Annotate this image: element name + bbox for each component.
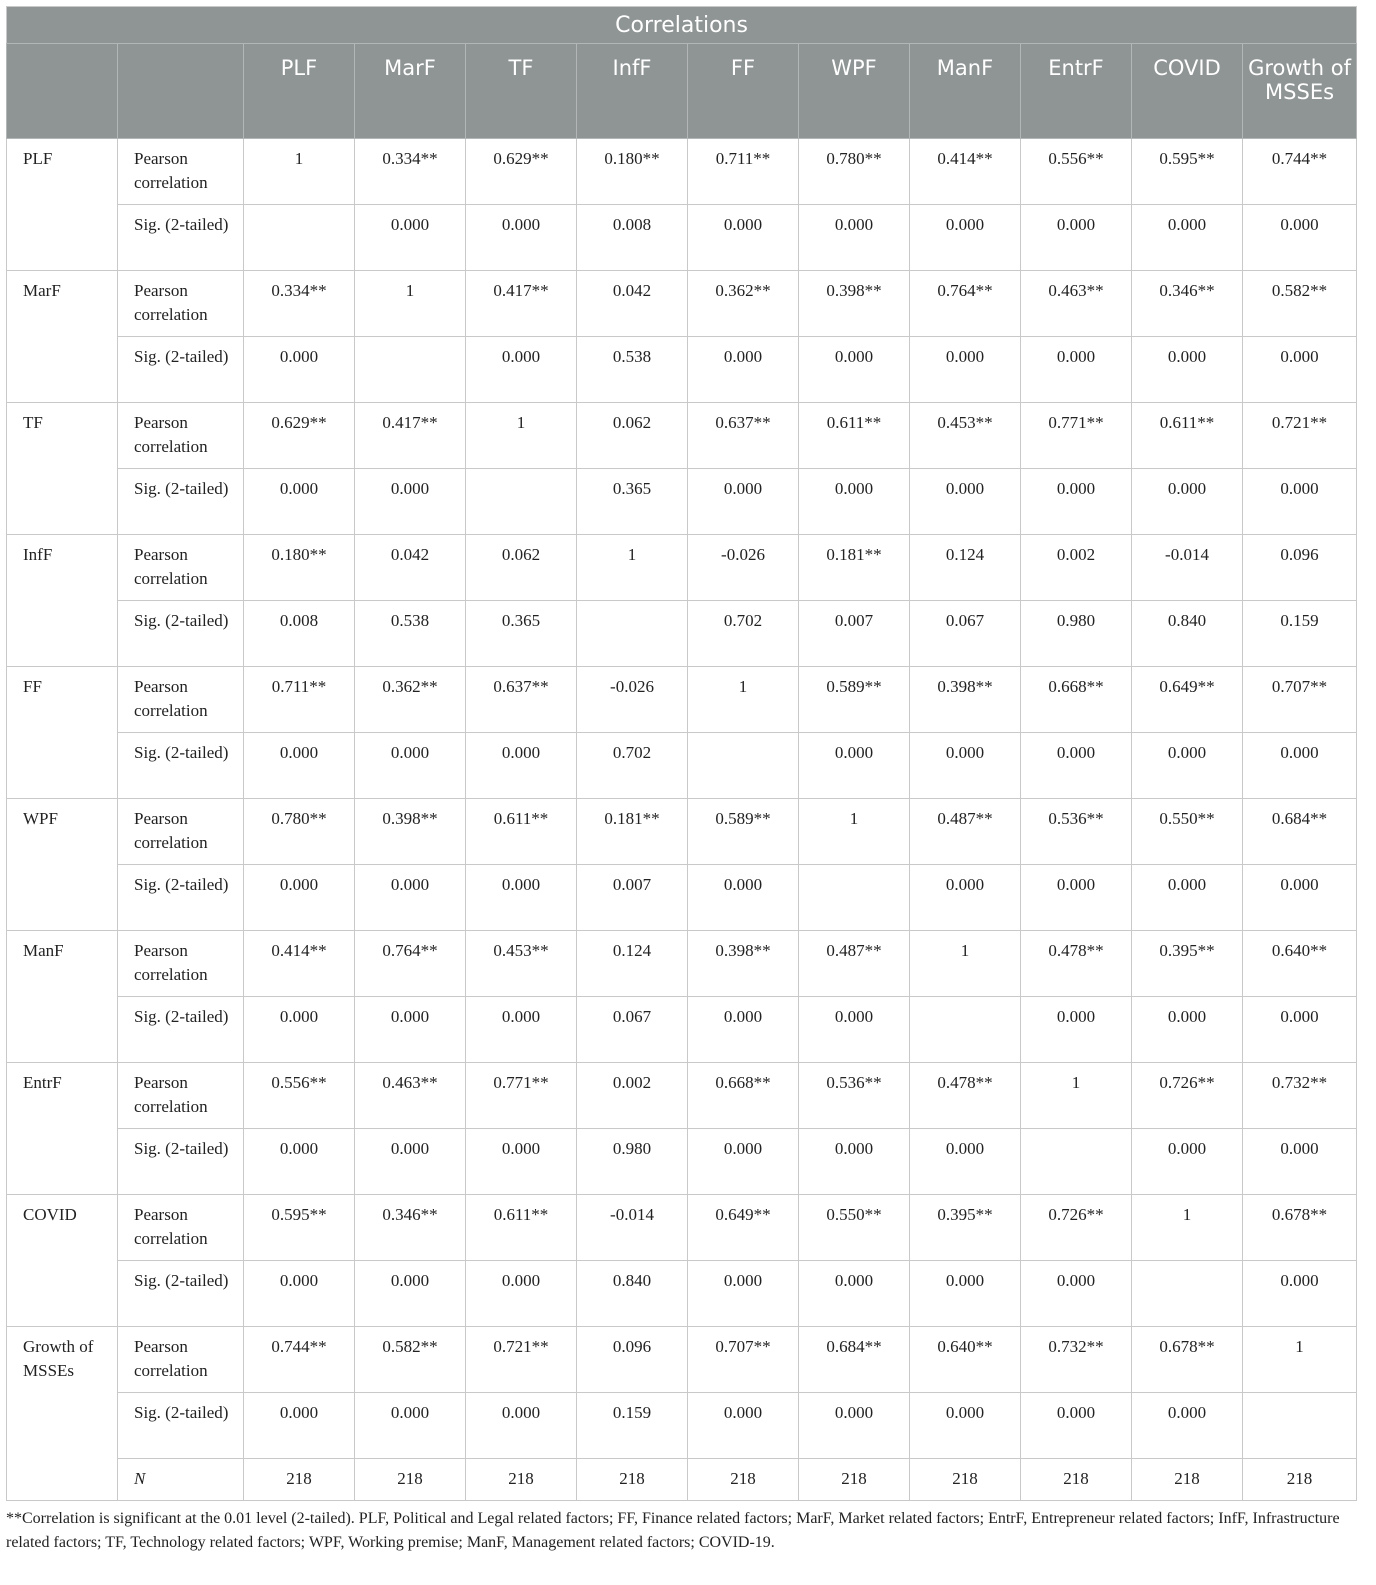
sig-cell: 0.000 [1132, 205, 1243, 271]
pearson-cell: 0.062 [466, 535, 577, 601]
sig-cell: 0.000 [1021, 733, 1132, 799]
pearson-cell: 0.346** [1132, 271, 1243, 337]
pearson-cell: 0.678** [1132, 1327, 1243, 1393]
pearson-cell: 0.550** [1132, 799, 1243, 865]
n-cell: 218 [910, 1459, 1021, 1501]
sig-cell [1243, 1393, 1357, 1459]
stat-label-sig: Sig. (2-tailed) [118, 205, 244, 271]
sig-cell [910, 997, 1021, 1063]
pearson-cell: 0.640** [910, 1327, 1021, 1393]
row-label: EntrF [7, 1063, 118, 1195]
row-label: WPF [7, 799, 118, 931]
pearson-cell: 0.707** [1243, 667, 1357, 733]
sig-cell: 0.000 [1243, 865, 1357, 931]
pearson-cell: 0.096 [577, 1327, 688, 1393]
sig-cell: 0.000 [355, 733, 466, 799]
pearson-cell: 1 [466, 403, 577, 469]
pearson-cell: 1 [910, 931, 1021, 997]
n-cell: 218 [355, 1459, 466, 1501]
sig-cell: 0.840 [577, 1261, 688, 1327]
pearson-cell: -0.026 [577, 667, 688, 733]
row-label: FF [7, 667, 118, 799]
pearson-cell: 0.180** [577, 139, 688, 205]
sig-cell: 0.000 [799, 733, 910, 799]
sig-cell: 0.000 [244, 1261, 355, 1327]
pearson-cell: 1 [577, 535, 688, 601]
pearson-cell: 0.487** [910, 799, 1021, 865]
column-header: TF [466, 44, 577, 139]
stat-label-pearson: Pearson correlation [118, 799, 244, 865]
sig-cell: 0.000 [688, 1261, 799, 1327]
pearson-cell: 0.611** [466, 799, 577, 865]
pearson-cell: 0.395** [1132, 931, 1243, 997]
pearson-cell: 0.417** [355, 403, 466, 469]
table-row-pearson [7, 1327, 1357, 1393]
pearson-cell: 0.589** [688, 799, 799, 865]
pearson-cell: 1 [1021, 1063, 1132, 1129]
sig-cell: 0.000 [1021, 337, 1132, 403]
table-row-pearson [7, 667, 1357, 733]
sig-cell [355, 337, 466, 403]
sig-cell: 0.000 [1132, 1393, 1243, 1459]
pearson-cell: 0.711** [688, 139, 799, 205]
sig-cell: 0.000 [688, 1129, 799, 1195]
pearson-cell: 0.362** [688, 271, 799, 337]
sig-cell: 0.000 [355, 1129, 466, 1195]
pearson-cell: 0.764** [355, 931, 466, 997]
column-header: InfF [577, 44, 688, 139]
pearson-cell: 0.417** [466, 271, 577, 337]
sig-cell: 0.000 [244, 1393, 355, 1459]
pearson-cell: 0.684** [799, 1327, 910, 1393]
pearson-cell: 0.414** [244, 931, 355, 997]
sig-cell: 0.000 [688, 205, 799, 271]
pearson-cell: 0.732** [1021, 1327, 1132, 1393]
pearson-cell: 0.453** [466, 931, 577, 997]
column-header: ManF [910, 44, 1021, 139]
stat-label-sig: Sig. (2-tailed) [118, 865, 244, 931]
table-row-pearson [7, 931, 1357, 997]
stat-label-pearson: Pearson correlation [118, 1195, 244, 1261]
sig-cell: 0.000 [1243, 997, 1357, 1063]
sig-cell: 0.000 [244, 733, 355, 799]
pearson-cell: 1 [1132, 1195, 1243, 1261]
stat-label-n: N [118, 1459, 244, 1501]
sig-cell: 0.000 [355, 1261, 466, 1327]
pearson-cell: 0.042 [577, 271, 688, 337]
pearson-cell: 0.395** [910, 1195, 1021, 1261]
sig-cell: 0.159 [577, 1393, 688, 1459]
column-header: MarF [355, 44, 466, 139]
sig-cell: 0.000 [910, 337, 1021, 403]
table-row-sig [7, 205, 1357, 271]
sig-cell [577, 601, 688, 667]
column-header: WPF [799, 44, 910, 139]
stat-label-pearson: Pearson correlation [118, 931, 244, 997]
table-title: Correlations [7, 7, 1357, 44]
sig-cell [466, 469, 577, 535]
pearson-cell: 0.096 [1243, 535, 1357, 601]
stat-label-sig: Sig. (2-tailed) [118, 733, 244, 799]
table-row-sig [7, 337, 1357, 403]
pearson-cell: 0.684** [1243, 799, 1357, 865]
sig-cell: 0.538 [577, 337, 688, 403]
sig-cell: 0.000 [1243, 337, 1357, 403]
pearson-cell: 1 [688, 667, 799, 733]
sig-cell: 0.000 [355, 1393, 466, 1459]
sig-cell: 0.000 [466, 1393, 577, 1459]
pearson-cell: 0.487** [799, 931, 910, 997]
header-row [7, 44, 1357, 139]
pearson-cell: 0.334** [355, 139, 466, 205]
sig-cell: 0.000 [244, 337, 355, 403]
stat-label-sig: Sig. (2-tailed) [118, 601, 244, 667]
sig-cell: 0.000 [466, 1129, 577, 1195]
pearson-cell: 0.062 [577, 403, 688, 469]
sig-cell: 0.000 [1243, 205, 1357, 271]
correlation-table-container [6, 6, 1356, 1555]
sig-cell [244, 205, 355, 271]
sig-cell: 0.000 [1021, 469, 1132, 535]
sig-cell: 0.980 [1021, 601, 1132, 667]
pearson-cell: 0.668** [1021, 667, 1132, 733]
pearson-cell: 0.124 [910, 535, 1021, 601]
n-cell: 218 [1021, 1459, 1132, 1501]
table-row-sig [7, 733, 1357, 799]
sig-cell [799, 865, 910, 931]
n-cell: 218 [244, 1459, 355, 1501]
stat-label-pearson: Pearson correlation [118, 403, 244, 469]
pearson-cell: 0.678** [1243, 1195, 1357, 1261]
pearson-cell: 0.629** [466, 139, 577, 205]
sig-cell: 0.365 [577, 469, 688, 535]
table-row-sig [7, 997, 1357, 1063]
pearson-cell: 0.536** [1021, 799, 1132, 865]
pearson-cell: 0.414** [910, 139, 1021, 205]
table-body [7, 139, 1357, 1501]
pearson-cell: 0.398** [799, 271, 910, 337]
table-row-pearson [7, 799, 1357, 865]
table-row-pearson [7, 403, 1357, 469]
row-label: Growth of MSSEs [7, 1327, 118, 1501]
pearson-cell: 0.744** [244, 1327, 355, 1393]
sig-cell: 0.000 [910, 205, 1021, 271]
pearson-cell: 0.002 [1021, 535, 1132, 601]
table-row-sig [7, 469, 1357, 535]
row-label: COVID [7, 1195, 118, 1327]
sig-cell: 0.000 [244, 997, 355, 1063]
pearson-cell: 0.556** [244, 1063, 355, 1129]
stat-label-pearson: Pearson correlation [118, 667, 244, 733]
column-header: Growth of MSSEs [1243, 44, 1357, 139]
sig-cell: 0.000 [910, 1393, 1021, 1459]
row-label: PLF [7, 139, 118, 271]
sig-cell: 0.000 [910, 1129, 1021, 1195]
sig-cell: 0.000 [1132, 337, 1243, 403]
sig-cell: 0.000 [1021, 997, 1132, 1063]
table-row-sig [7, 601, 1357, 667]
pearson-cell: 0.721** [466, 1327, 577, 1393]
pearson-cell: 0.556** [1021, 139, 1132, 205]
sig-cell: 0.000 [799, 1129, 910, 1195]
pearson-cell: 0.649** [688, 1195, 799, 1261]
pearson-cell: 0.611** [799, 403, 910, 469]
sig-cell: 0.000 [244, 865, 355, 931]
pearson-cell: 0.398** [355, 799, 466, 865]
sig-cell: 0.000 [466, 733, 577, 799]
table-row-n [7, 1459, 1357, 1501]
stat-label-pearson: Pearson correlation [118, 1327, 244, 1393]
row-label: MarF [7, 271, 118, 403]
sig-cell: 0.000 [355, 997, 466, 1063]
stat-label-sig: Sig. (2-tailed) [118, 1129, 244, 1195]
sig-cell: 0.000 [799, 337, 910, 403]
sig-cell: 0.000 [1021, 1393, 1132, 1459]
pearson-cell: 0.726** [1021, 1195, 1132, 1261]
sig-cell: 0.000 [799, 1261, 910, 1327]
pearson-cell: 0.611** [466, 1195, 577, 1261]
pearson-cell: 0.629** [244, 403, 355, 469]
pearson-cell: 0.042 [355, 535, 466, 601]
pearson-cell: 0.124 [577, 931, 688, 997]
sig-cell: 0.000 [1243, 469, 1357, 535]
pearson-cell: 0.536** [799, 1063, 910, 1129]
pearson-cell: 0.721** [1243, 403, 1357, 469]
pearson-cell: -0.014 [1132, 535, 1243, 601]
stat-label-sig: Sig. (2-tailed) [118, 997, 244, 1063]
pearson-cell: 0.744** [1243, 139, 1357, 205]
table-row-sig [7, 1261, 1357, 1327]
sig-cell: 0.000 [688, 865, 799, 931]
sig-cell: 0.000 [1243, 733, 1357, 799]
n-cell: 218 [799, 1459, 910, 1501]
pearson-cell: 0.732** [1243, 1063, 1357, 1129]
pearson-cell: 0.463** [355, 1063, 466, 1129]
sig-cell: 0.000 [910, 1261, 1021, 1327]
pearson-cell: 0.611** [1132, 403, 1243, 469]
sig-cell: 0.008 [244, 601, 355, 667]
sig-cell: 0.702 [577, 733, 688, 799]
n-cell: 218 [688, 1459, 799, 1501]
sig-cell: 0.007 [799, 601, 910, 667]
table-footnote: **Correlation is significant at the 0.01 level (2-tailed). PLF, Political and Legal related factors; FF, Finance related factors; MarF, Market related factors; EntrF, Entrepreneur related factors; InfF, Infrastructure related factors; TF, Technology related factors; WPF, Working premise; ManF, Management related factors; COVID-19. [6, 1510, 1340, 1551]
pearson-cell: 0.780** [799, 139, 910, 205]
row-label: InfF [7, 535, 118, 667]
stat-label-pearson: Pearson correlation [118, 1063, 244, 1129]
column-header: EntrF [1021, 44, 1132, 139]
sig-cell: 0.067 [910, 601, 1021, 667]
stat-label-sig: Sig. (2-tailed) [118, 1261, 244, 1327]
pearson-cell: 0.771** [1021, 403, 1132, 469]
table-row-pearson [7, 271, 1357, 337]
pearson-cell: 0.637** [466, 667, 577, 733]
pearson-cell: 0.595** [244, 1195, 355, 1261]
row-label: ManF [7, 931, 118, 1063]
sig-cell: 0.000 [1132, 997, 1243, 1063]
table-row-sig [7, 1393, 1357, 1459]
pearson-cell: 0.362** [355, 667, 466, 733]
sig-cell: 0.000 [799, 997, 910, 1063]
pearson-cell: 0.726** [1132, 1063, 1243, 1129]
header-blank [118, 44, 244, 139]
sig-cell: 0.000 [355, 865, 466, 931]
sig-cell: 0.000 [244, 1129, 355, 1195]
pearson-cell: 0.478** [1021, 931, 1132, 997]
pearson-cell: 0.582** [355, 1327, 466, 1393]
n-cell: 218 [1132, 1459, 1243, 1501]
sig-cell: 0.000 [1243, 1129, 1357, 1195]
table-row-pearson [7, 535, 1357, 601]
sig-cell: 0.000 [799, 1393, 910, 1459]
sig-cell: 0.000 [688, 469, 799, 535]
row-label: TF [7, 403, 118, 535]
pearson-cell: 0.550** [799, 1195, 910, 1261]
pearson-cell: -0.014 [577, 1195, 688, 1261]
table-row-pearson [7, 139, 1357, 205]
pearson-cell: 0.637** [688, 403, 799, 469]
sig-cell: 0.000 [1243, 1261, 1357, 1327]
sig-cell: 0.000 [1132, 865, 1243, 931]
sig-cell: 0.000 [1132, 1129, 1243, 1195]
sig-cell [1021, 1129, 1132, 1195]
pearson-cell: 0.640** [1243, 931, 1357, 997]
correlation-table [6, 6, 1357, 1501]
sig-cell: 0.000 [1021, 865, 1132, 931]
column-header: FF [688, 44, 799, 139]
sig-cell: 0.365 [466, 601, 577, 667]
sig-cell: 0.000 [1021, 1261, 1132, 1327]
table-row-sig [7, 865, 1357, 931]
pearson-cell: 0.181** [577, 799, 688, 865]
sig-cell: 0.000 [355, 469, 466, 535]
sig-cell: 0.000 [466, 865, 577, 931]
sig-cell: 0.000 [688, 997, 799, 1063]
pearson-cell: 0.582** [1243, 271, 1357, 337]
pearson-cell: 0.764** [910, 271, 1021, 337]
pearson-cell: 0.453** [910, 403, 1021, 469]
header-blank [7, 44, 118, 139]
stat-label-pearson: Pearson correlation [118, 535, 244, 601]
pearson-cell: 0.398** [688, 931, 799, 997]
sig-cell: 0.840 [1132, 601, 1243, 667]
pearson-cell: 0.346** [355, 1195, 466, 1261]
column-header: PLF [244, 44, 355, 139]
pearson-cell: 1 [355, 271, 466, 337]
sig-cell: 0.702 [688, 601, 799, 667]
sig-cell: 0.980 [577, 1129, 688, 1195]
sig-cell [688, 733, 799, 799]
pearson-cell: 0.589** [799, 667, 910, 733]
n-cell: 218 [577, 1459, 688, 1501]
pearson-cell: 0.595** [1132, 139, 1243, 205]
pearson-cell: 0.707** [688, 1327, 799, 1393]
sig-cell: 0.000 [355, 205, 466, 271]
sig-cell: 0.007 [577, 865, 688, 931]
sig-cell: 0.000 [1132, 469, 1243, 535]
stat-label-pearson: Pearson correlation [118, 139, 244, 205]
n-cell: 218 [1243, 1459, 1357, 1501]
sig-cell: 0.159 [1243, 601, 1357, 667]
sig-cell: 0.000 [466, 337, 577, 403]
stat-label-sig: Sig. (2-tailed) [118, 469, 244, 535]
stat-label-sig: Sig. (2-tailed) [118, 337, 244, 403]
sig-cell: 0.000 [910, 469, 1021, 535]
pearson-cell: 0.180** [244, 535, 355, 601]
sig-cell [1132, 1261, 1243, 1327]
sig-cell: 0.000 [1021, 205, 1132, 271]
sig-cell: 0.538 [355, 601, 466, 667]
pearson-cell: 1 [244, 139, 355, 205]
n-cell: 218 [466, 1459, 577, 1501]
sig-cell: 0.000 [688, 1393, 799, 1459]
table-row-pearson [7, 1195, 1357, 1261]
sig-cell: 0.000 [910, 865, 1021, 931]
sig-cell: 0.000 [466, 1261, 577, 1327]
sig-cell: 0.000 [1132, 733, 1243, 799]
pearson-cell: 0.181** [799, 535, 910, 601]
sig-cell: 0.000 [799, 469, 910, 535]
pearson-cell: 0.334** [244, 271, 355, 337]
sig-cell: 0.000 [799, 205, 910, 271]
sig-cell: 0.000 [688, 337, 799, 403]
sig-cell: 0.000 [244, 469, 355, 535]
pearson-cell: -0.026 [688, 535, 799, 601]
pearson-cell: 0.780** [244, 799, 355, 865]
pearson-cell: 0.002 [577, 1063, 688, 1129]
sig-cell: 0.000 [466, 205, 577, 271]
pearson-cell: 0.478** [910, 1063, 1021, 1129]
sig-cell: 0.000 [466, 997, 577, 1063]
pearson-cell: 0.668** [688, 1063, 799, 1129]
table-row-sig [7, 1129, 1357, 1195]
sig-cell: 0.008 [577, 205, 688, 271]
pearson-cell: 1 [799, 799, 910, 865]
pearson-cell: 1 [1243, 1327, 1357, 1393]
table-row-pearson [7, 1063, 1357, 1129]
stat-label-sig: Sig. (2-tailed) [118, 1393, 244, 1459]
pearson-cell: 0.398** [910, 667, 1021, 733]
pearson-cell: 0.649** [1132, 667, 1243, 733]
pearson-cell: 0.463** [1021, 271, 1132, 337]
pearson-cell: 0.711** [244, 667, 355, 733]
sig-cell: 0.067 [577, 997, 688, 1063]
column-header: COVID [1132, 44, 1243, 139]
stat-label-pearson: Pearson correlation [118, 271, 244, 337]
pearson-cell: 0.771** [466, 1063, 577, 1129]
sig-cell: 0.000 [910, 733, 1021, 799]
